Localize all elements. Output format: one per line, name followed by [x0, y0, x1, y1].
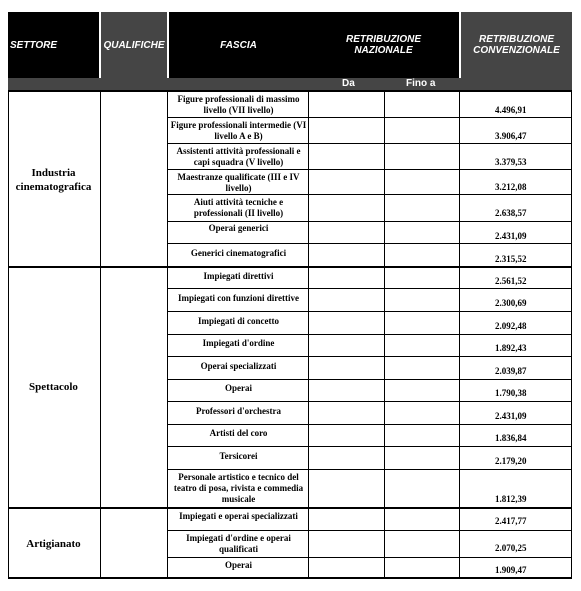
fascia-cell: Impiegati di concetto: [198, 316, 279, 326]
grid-line: [167, 194, 572, 195]
value-cell: 1.836,84: [495, 433, 527, 443]
grid-line: [167, 379, 572, 380]
sector-label-artigianato: Artigianato: [26, 538, 81, 550]
fascia-cell: Operai specializzati: [200, 361, 277, 371]
value-cell: 3.212,08: [495, 182, 527, 192]
sector-label-industria: Industria cinematografica: [15, 167, 92, 193]
header-retribuzione-convenzionale: RETRIBUZIONE CONVENZIONALE: [461, 12, 572, 78]
header-fascia: FASCIA: [169, 12, 308, 78]
grid-line: [167, 311, 572, 312]
value-cell: 4.496,91: [495, 105, 527, 115]
header-retribuzione-nazionale: RETRIBUZIONE NAZIONALE: [308, 12, 459, 78]
grid-line: [167, 288, 572, 289]
header-settore: SETTORE: [8, 12, 99, 78]
fascia-cell: Impiegati d'ordine e operai qualificati: [186, 533, 291, 554]
grid-line: [8, 266, 572, 268]
fascia-cell: Aiuti attività tecniche e professionali (II livello): [193, 197, 284, 218]
value-cell: 2.561,52: [495, 276, 527, 286]
fascia-cell: Assistenti attività professionali e capi squadra (V livello): [176, 146, 301, 167]
value-cell: 1.909,47: [495, 565, 527, 575]
grid-line: [167, 117, 572, 118]
grid-line: [167, 143, 572, 144]
grid-line: [8, 507, 572, 509]
value-cell: 3.906,47: [495, 131, 527, 141]
subheader-fino-a: Fino a: [406, 78, 436, 89]
fascia-cell: Personale artistico e tecnico del teatro di posa, rivista e commedia musicale: [173, 472, 304, 504]
grid-line: [167, 401, 572, 402]
fascia-cell: Professori d'orchestra: [196, 406, 281, 416]
fascia-cell: Operai: [225, 560, 252, 570]
table-body: [8, 90, 572, 579]
fascia-cell: Impiegati e operai specializzati: [179, 511, 298, 521]
fascia-cell: Figure professionali intermedie (VI livello A e B): [170, 120, 307, 141]
grid-line: [167, 221, 572, 222]
value-cell: 1.892,43: [495, 343, 527, 353]
value-cell: 2.039,87: [495, 366, 527, 376]
grid-line: [167, 334, 572, 335]
fascia-cell: Operai: [225, 383, 252, 393]
value-cell: 1.812,39: [495, 494, 527, 504]
value-cell: 2.638,57: [495, 208, 527, 218]
value-cell: 2.431,09: [495, 411, 527, 421]
grid-line: [167, 356, 572, 357]
subheader-bar: [8, 78, 572, 90]
fascia-cell: Impiegati con funzioni direttive: [177, 293, 300, 303]
value-cell: 2.070,25: [495, 543, 527, 553]
grid-line: [167, 469, 572, 470]
grid-line: [8, 577, 572, 579]
header-qualifiche: QUALIFICHE: [101, 12, 167, 78]
grid-line: [167, 169, 572, 170]
subheader-da: Da: [342, 78, 355, 89]
grid-line: [167, 557, 572, 558]
grid-line: [8, 90, 572, 92]
value-cell: 2.315,52: [495, 254, 527, 264]
value-cell: 3.379,53: [495, 157, 527, 167]
sector-label-spettacolo: Spettacolo: [29, 381, 78, 393]
value-cell: 2.417,77: [495, 516, 527, 526]
grid-line: [167, 243, 572, 244]
fascia-cell: Operai generici: [208, 223, 269, 233]
fascia-cell: Impiegati direttivi: [203, 271, 274, 281]
grid-line: [167, 446, 572, 447]
fascia-cell: Maestranze qualificate (III e IV livello): [177, 172, 300, 193]
value-cell: 1.790,38: [495, 388, 527, 398]
grid-line: [100, 90, 101, 579]
fascia-cell: Tersicorei: [219, 451, 258, 461]
grid-line: [167, 424, 572, 425]
value-cell: 2.179,20: [495, 456, 527, 466]
fascia-cell: Figure professionali di massimo livello (VII livello): [177, 94, 300, 115]
grid-line: [167, 530, 572, 531]
fascia-cell: Artisti del coro: [209, 428, 268, 438]
grid-line: [8, 90, 9, 579]
value-cell: 2.300,69: [495, 298, 527, 308]
value-cell: 2.431,09: [495, 231, 527, 241]
fascia-cell: Generici cinematografici: [190, 248, 287, 258]
fascia-cell: Impiegati d'ordine: [202, 338, 275, 348]
value-cell: 2.092,48: [495, 321, 527, 331]
